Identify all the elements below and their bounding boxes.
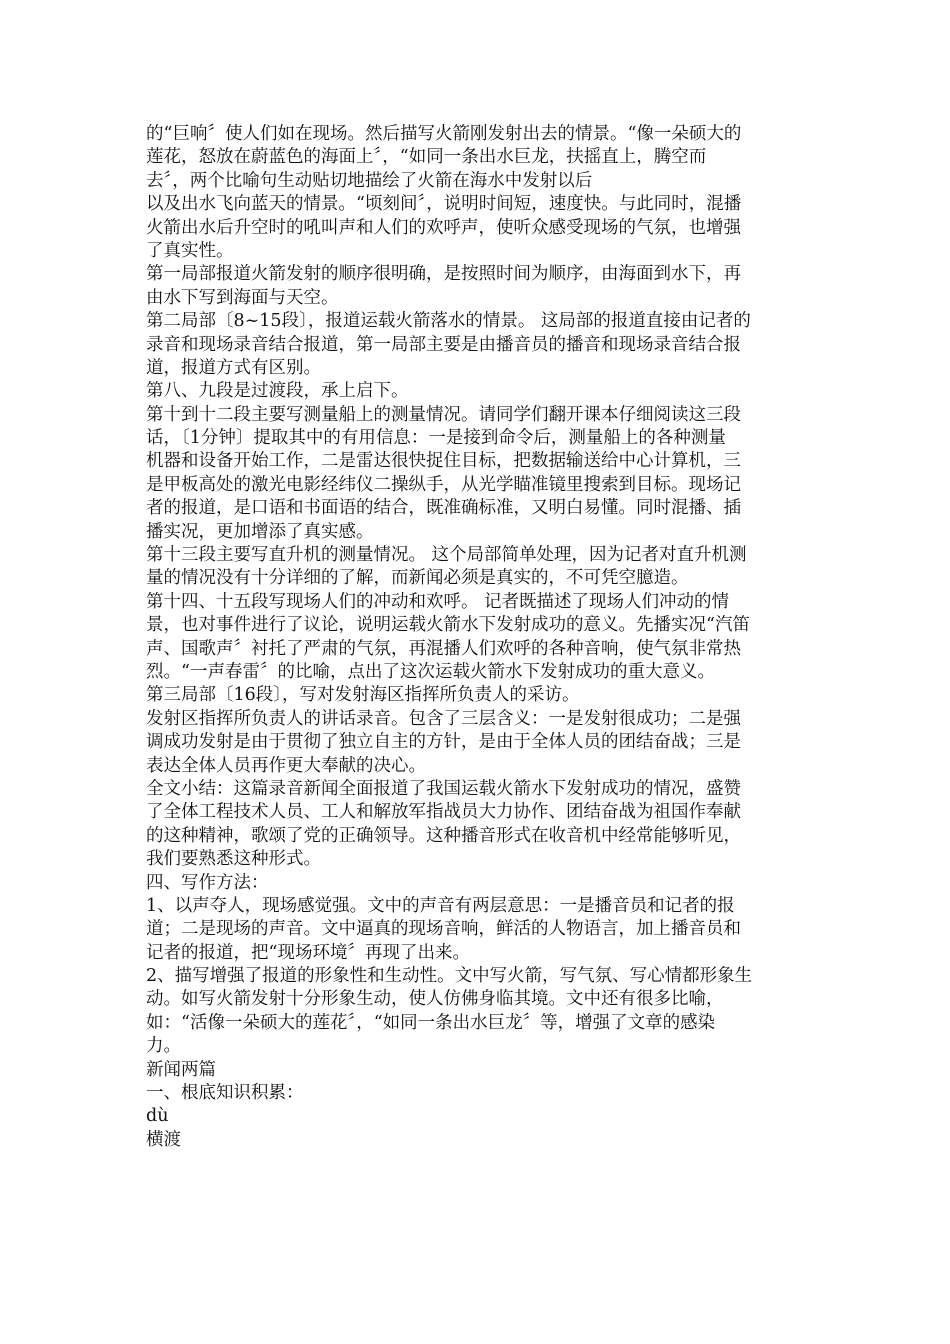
section-title: 新闻两篇	[146, 1059, 216, 1080]
vocabulary-word: 横渡	[146, 1129, 181, 1150]
text-line: 录音和现场录音结合报道，第一局部主要是由播音员的播音和现场录音结合报	[146, 334, 741, 355]
text-line: 1、以声夺人，现场感觉强。文中的声音有两层意思：一是播音员和记者的报	[146, 895, 735, 916]
text-line: 的“巨响〞使人们如在现场。然后描写火箭刚发射出去的情景。“像一朵硕大的	[146, 124, 742, 144]
document-page	[146, 123, 806, 1152]
text-line: 话，〔1分钟〕提取其中的有用信息：一是接到命令后，测量船上的各种测量	[146, 428, 726, 449]
text-line: 发射区指挥所负责人的讲话录音。包含了三层含义：一是发射很成功；二是强	[146, 708, 741, 729]
text-line: 调成功发射是由于贯彻了独立自主的方针，是由于全体人员的团结奋战；三是	[146, 732, 741, 753]
text-line: 全文小结：这篇录音新闻全面报道了我国运载火箭水下发射成功的情况，盛赞	[146, 778, 741, 799]
text-line: 者的报道，是口语和书面语的结合，既准确标准，又明白易懂。同时混播、插	[146, 498, 741, 519]
text-line: 了真实性。	[146, 240, 234, 261]
text-line: 2、描写增强了报道的形象性和生动性。文中写火箭，写气氛、写心情都形象生	[146, 966, 753, 987]
text-line: 第八、九段是过渡段，承上启下。	[146, 381, 409, 402]
text-line: 道；二是现场的声音。文中逼真的现场音响，鲜活的人物语言，加上播音员和	[146, 919, 741, 940]
text-line: 由水下写到海面与天空。	[146, 287, 339, 308]
text-line: 第三局部〔16段〕，写对发射海区指挥所负责人的采访。	[146, 685, 580, 706]
text-line: 第十四、十五段写现场人们的冲动和欢呼。 记者既描述了现场人们冲动的情	[146, 591, 730, 612]
text-line: 烈。“一声春雷〞的比喻，点出了这次运载火箭水下发射成功的重大意义。	[146, 661, 715, 682]
text-line: 第二局部〔8~15段〕，报道运载火箭落水的情景。 这局部的报道直接由记者的	[146, 311, 751, 332]
text-line: 是甲板高处的激光电影经纬仪二操纵手，从光学瞄准镜里搜索到目标。现场记	[146, 474, 741, 495]
text-line: 第一局部报道火箭发射的顺序很明确，是按照时间为顺序，由海面到水下，再	[146, 264, 741, 285]
text-line: 以及出水飞向蓝天的情景。“顷刻间〞，说明时间短，速度快。与此同时，混播	[146, 194, 742, 215]
text-line: 了全体工程技术人员、工人和解放军指战员大力协作、团结奋战为祖国作奉献	[146, 802, 741, 823]
text-line: 声、国歌声〞衬托了严肃的气氛，再混播人们欢呼的各种音响，使气氛非常热	[146, 638, 741, 659]
section-heading: 一、根底知识积累：	[146, 1083, 304, 1104]
text-line: 我们要熟悉这种形式。	[146, 849, 321, 870]
text-line: 的这种精神，歌颂了党的正确领导。这种播音形式在收音机中经常能够听见，	[146, 825, 741, 846]
text-line: 记者的报道，把“现场环境〞再现了出来。	[146, 942, 470, 963]
text-line: 第十到十二段主要写测量船上的测量情况。请同学们翻开课本仔细阅读这三段	[146, 404, 741, 425]
text-line: 景，也对事件进行了议论，说明运载火箭水下发射成功的意义。先播实况“汽笛	[146, 615, 750, 636]
text-line: 播实况，更加增添了真实感。	[146, 521, 374, 542]
text-line: 量的情况没有十分详细的了解，而新闻必须是真实的，不可凭空臆造。	[146, 568, 689, 589]
pinyin-annotation: dù	[146, 1106, 169, 1127]
text-line: 力。	[146, 1036, 181, 1057]
section-heading: 四、写作方法：	[146, 872, 269, 893]
text-line: 机器和设备开始工作，二是雷达很快捉住目标，把数据输送给中心计算机，三	[146, 451, 741, 472]
text-line: 火箭出水后升空时的吼叫声和人们的欢呼声，使听众感受现场的气氛，也增强	[146, 217, 741, 238]
text-line: 动。如写火箭发射十分形象生动，使人仿佛身临其境。文中还有很多比喻，	[146, 989, 724, 1010]
text-line: 道，报道方式有区别。	[146, 357, 321, 378]
text-line: 表达全体人员再作更大奉献的决心。	[146, 755, 426, 776]
text-line: 如：“活像一朵硕大的莲花〞，“如同一条出水巨龙〞等，增强了文章的感染	[146, 1012, 716, 1033]
text-line: 去〞，两个比喻句生动贴切地描绘了火箭在海水中发射以后	[146, 170, 593, 191]
text-line: 莲花，怒放在蔚蓝色的海面上〞，“如同一条出水巨龙，扶摇直上，腾空而	[146, 147, 707, 168]
text-line: 第十三段主要写直升机的测量情况。 这个局部简单处理，因为记者对直升机测	[146, 545, 747, 566]
